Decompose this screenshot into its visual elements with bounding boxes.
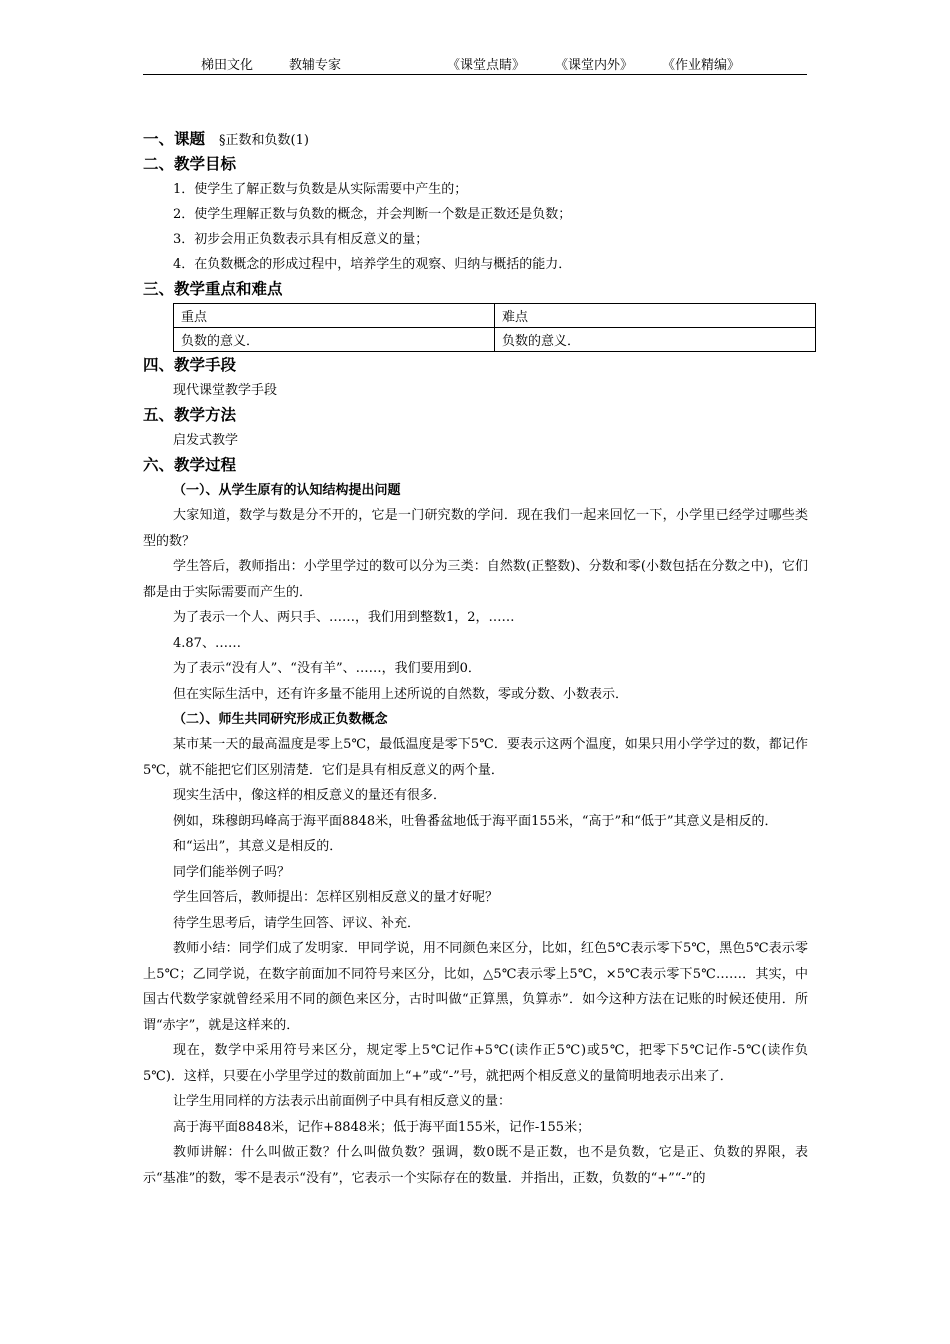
table-header-key: 重点	[174, 304, 495, 328]
goal-item: 1．使学生了解正数与负数是从实际需要中产生的；	[173, 182, 468, 197]
section-title: 六、教学过程	[143, 456, 237, 474]
section-title: 四、教学手段	[143, 356, 237, 374]
header-book-1: 《课堂点睛》	[447, 58, 526, 73]
goal-item: 3．初步会用正负数表示具有相反意义的量；	[173, 232, 429, 247]
paragraph: 为了表示“没有人”、“没有羊”、……，我们要用到0．	[173, 661, 481, 676]
header-book-2: 《课堂内外》	[555, 58, 634, 73]
page-header	[143, 54, 807, 75]
paragraph: 大家知道，数学与数是分不开的，它是一门研究数的学问．现在我们一起来回忆一下，小学里已经学过哪些类型的数？	[143, 508, 808, 549]
goal-item: 4．在负数概念的形成过程中，培养学生的观察、归纳与概括的能力．	[173, 257, 572, 272]
paragraph: 和“运出”，其意义是相反的．	[173, 839, 343, 854]
paragraph: 现在，数学中采用符号来区分，规定零上5℃记作+5℃(读作正5℃)或5℃，把零下5℃记作-5℃(读作负5℃)．这样，只要在小学里学过的数前面加上“+”或“-”号，就把两个相反意义的量简明地表示出来了．	[143, 1043, 808, 1084]
paragraph: 学生答后，教师指出：小学里学过的数可以分为三类：自然数(正整数)、分数和零(小数包括在分数之中)，它们都是由于实际需要而产生的．	[143, 559, 808, 600]
table-cell-difficult: 负数的意义．	[495, 328, 816, 352]
paragraph: 但在实际生活中，还有许多量不能用上述所说的自然数，零或分数、小数表示．	[173, 686, 629, 702]
header-book-3: 《作业精编》	[662, 58, 741, 73]
section-topic	[143, 127, 808, 152]
section-title: 二、教学目标	[143, 155, 237, 173]
key-points-table	[173, 303, 816, 352]
topic-name: §正数和负数(1)	[219, 133, 309, 148]
header-brand: 梯田文化	[201, 58, 254, 73]
paragraph: 教师小结：同学们成了发明家．甲同学说，用不同颜色来区分，比如，红色5℃表示零下5℃，黑色5℃表示零上5℃；乙同学说，在数字前面加不同符号来区分，比如，△5℃表示零上5℃，×5℃表示零下5℃……．其实，中国古代数学家就曾经采用不同的颜色来区分，古时叫做“正算黑，负算赤”．如今这种方法在记账的时候还使用．所谓“赤字”，就是这样来的．	[143, 941, 808, 1033]
table-header-difficult: 难点	[495, 304, 816, 328]
header-tagline: 教辅专家	[289, 58, 342, 73]
document-body	[143, 127, 808, 1191]
subsection-title: （二）、师生共同研究形成正负数概念	[173, 712, 388, 727]
goal-item: 2．使学生理解正数与负数的概念，并会判断一个数是正数还是负数；	[173, 207, 572, 222]
section-title: 一、课题	[143, 130, 206, 148]
paragraph: 现实生活中，像这样的相反意义的量还有很多．	[173, 788, 447, 803]
paragraph: 4.87、……	[173, 635, 241, 651]
section-title: 五、教学方法	[143, 406, 237, 424]
paragraph: 教师讲解：什么叫做正数？什么叫做负数？强调，数0既不是正数，也不是负数，它是正、负数的界限，表示“基准”的数，零不是表示“没有”，它表示一个实际存在的数量．并指出，正数，负数的“+”“-”的	[143, 1145, 808, 1186]
paragraph: 学生回答后，教师提出：怎样区别相反意义的量才好呢？	[173, 890, 499, 905]
paragraph: 某市某一天的最高温度是零上5℃，最低温度是零下5℃．要表示这两个温度，如果只用小学学过的数，都记作5℃，就不能把它们区别清楚．它们是具有相反意义的两个量．	[143, 737, 808, 778]
paragraph: 为了表示一个人、两只手、……，我们用到整数1，2，……	[173, 610, 515, 625]
paragraph: 高于海平面8848米，记作+8848米；低于海平面155米，记作-155米；	[173, 1119, 591, 1135]
paragraph: 例如，珠穆朗玛峰高于海平面8848米，吐鲁番盆地低于海平面155米，“高于”和“低于”其意义是相反的．	[173, 813, 778, 829]
paragraph: 让学生用同样的方法表示出前面例子中具有相反意义的量：	[173, 1094, 512, 1109]
table-cell-key: 负数的意义．	[174, 328, 495, 352]
section-text: 现代课堂教学手段	[173, 383, 278, 398]
section-title: 三、教学重点和难点	[143, 280, 283, 298]
subsection-title: （一）、从学生原有的认知结构提出问题	[173, 483, 401, 498]
paragraph: 待学生思考后，请学生回答、评议、补充．	[173, 915, 421, 931]
paragraph: 同学们能举例子吗？	[173, 864, 291, 880]
section-text: 启发式教学	[173, 433, 239, 448]
